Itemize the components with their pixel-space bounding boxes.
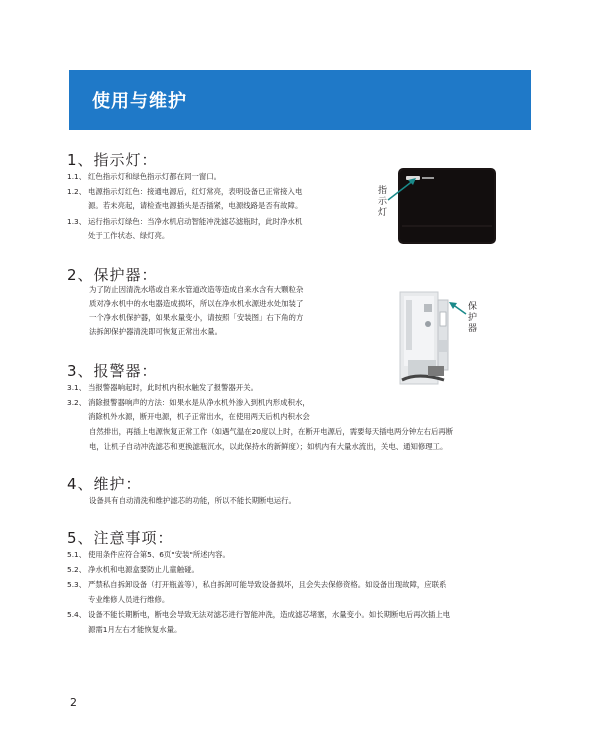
section-heading-notes: 5、注意事项： xyxy=(67,529,174,547)
protector-arrow xyxy=(446,296,468,322)
alarm-continuation: 自然排出，再插上电源恢复正常工作（如遇气温在20度以上时，在断开电源后，需要每天插电两分钟左右后再断 电，让机子自动冲洗滤芯和更换滤瓶沉水，以此保持水的新鲜度）；如机内有大量水流出，关电、通知修理工。 xyxy=(89,427,454,451)
protector-image-label: 保护器 xyxy=(467,302,477,334)
page-number: 2 xyxy=(70,696,77,709)
indicator-image-label: 指示灯 xyxy=(377,186,387,218)
list-item: 5.4、 设备不能长期断电，断电会导致无法对滤芯进行智能冲洗，造成滤芯堵塞，水量变小。如长期断电后再次插上电 源需1月左右才能恢复水量。 xyxy=(67,610,451,634)
section-heading-maintenance: 4、维护： xyxy=(67,475,142,493)
section-heading-protector: 2、保护器： xyxy=(67,266,158,284)
protector-paragraph: 为了防止因清洗水塔或自来水管道改造等造成自来水含有大颗粒杂 质对净水机中的水电器造成损坏，所以在净水机水源进水处加装了 一个净水机保护器，如果水量变小，请按照「安装图」右下角的方 法拆卸保护器清洗即可恢复正常出水量。 xyxy=(89,285,304,336)
maintenance-paragraph: 设备具有自动清洗和维护滤芯的功能，所以不能长期断电运行。 xyxy=(89,496,296,505)
section-heading-indicator: 1、指示灯： xyxy=(67,151,158,169)
list-item: 5.3、 严禁私自拆卸设备（打开瓶盖等），私自拆卸可能导致设备损坏，且会失去保修资格。如设备出现故障，应联系 专业维修人员进行维修。 xyxy=(67,580,447,604)
list-item: 1.2、 电源指示灯红色：接通电源后，红灯常亮，表明设备已正常接入电 源。若未亮起，请检查电源插头是否插紧，电源线路是否有故障。 xyxy=(67,187,303,210)
section-heading-alarm: 3、报警器： xyxy=(67,362,158,380)
list-item: 1.3、 运行指示灯绿色：当净水机启动智能冲洗滤芯滤瓶时，此时净水机 处于工作状态、绿灯亮。 xyxy=(67,217,303,240)
page-title: 使用与维护 xyxy=(92,91,187,112)
indicator-arrow xyxy=(386,174,422,204)
list-item: 3.2、 消除报警器响声的方法：如果水是从净水机外渗入到机内形成积水， 消除机外水源，断开电源，机子正常出水，在使用两天后机内积水会 xyxy=(67,398,310,421)
title-banner xyxy=(69,70,531,130)
